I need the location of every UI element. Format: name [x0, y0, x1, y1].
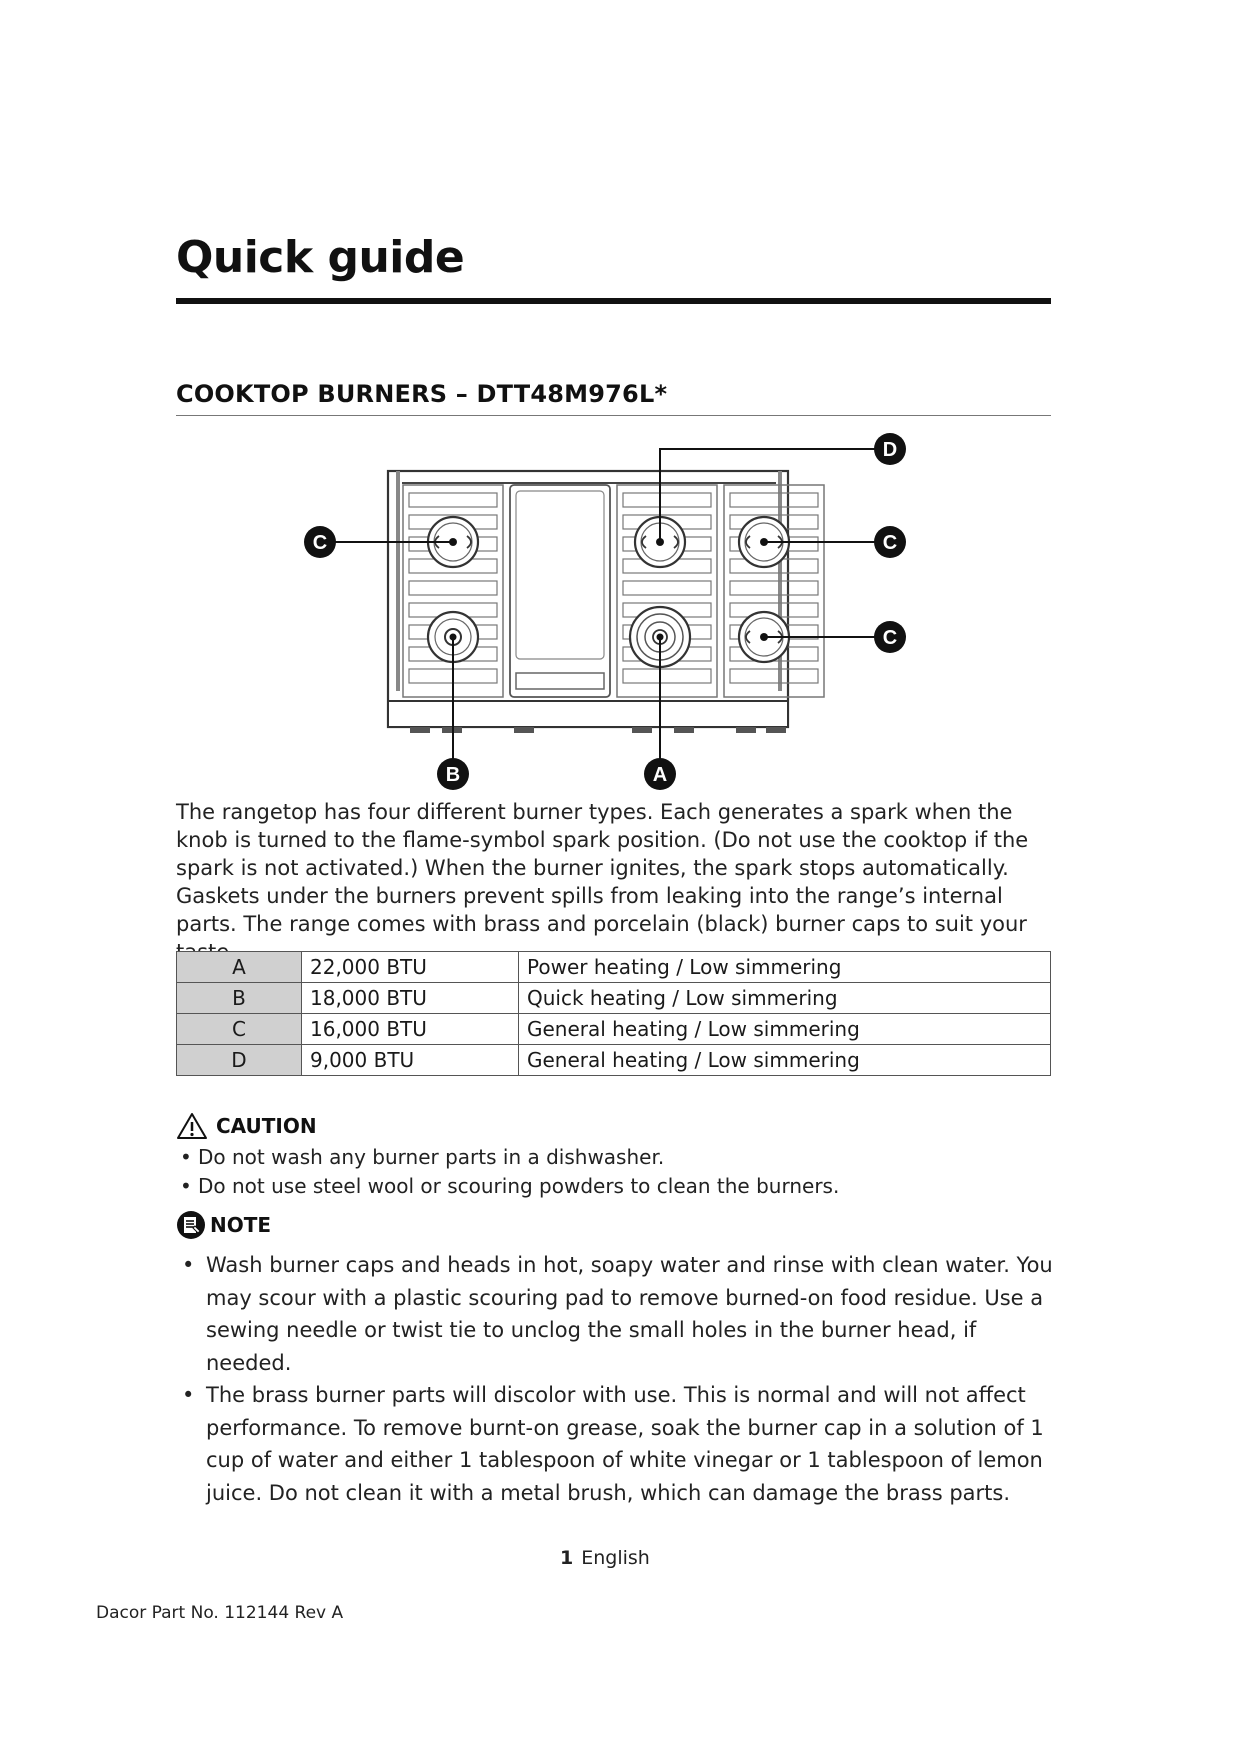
part-number: Dacor Part No. 112144 Rev A — [96, 1603, 344, 1623]
callout-c-right-bottom — [874, 621, 906, 653]
burner-btu: 16,000 BTU — [302, 1014, 519, 1045]
table-row — [177, 1045, 1051, 1076]
callout-c-right-top — [874, 526, 906, 558]
callout-b — [437, 758, 469, 790]
callout-a — [644, 758, 676, 790]
callout-c-right-top-label: C — [882, 532, 898, 554]
note-label: NOTE — [210, 1213, 272, 1237]
intro-paragraph: The rangetop has four different burner types. Each generates a spark when the knob is turned to the flame-symbol spark position. (Do not use the cooktop if the spark is not activated.) When the burner ignites, the spark stops automatically. Gaskets under the burners prevent spills from leaking into the range’s internal parts. The range comes with brass and porcelain (black) burner caps to suit your — [176, 800, 1029, 936]
burner-use: General heating / Low simmering — [519, 1014, 1051, 1045]
burner-letter: D — [177, 1045, 302, 1076]
burner-use: General heating / Low simmering — [519, 1045, 1051, 1076]
burner-use: Power heating / Low simmering — [519, 952, 1051, 983]
callout-a-label: A — [652, 764, 668, 786]
burner-table — [176, 951, 1051, 1076]
list-item: • The brass burner parts will discolor with use. This is normal and will not affect performance. To remove burnt-on grease, soak the burner cap in a solution of 1 cup of water and either 1 tablespoon of white vinegar or 1 tablespoon of lemon juice. Do not clean it with a metal brush, which can damage the brass parts. — [178, 1379, 1058, 1509]
list-item: • Do not use steel wool or scouring powders to clean the burners. — [176, 1172, 1056, 1201]
note-icon — [176, 1210, 206, 1240]
section-divider — [176, 415, 1051, 416]
note-heading — [176, 1210, 271, 1240]
page-footer — [560, 1547, 650, 1569]
table-row — [177, 952, 1051, 983]
burner-letter: C — [177, 1014, 302, 1045]
caution-label: CAUTION — [216, 1114, 317, 1138]
table-row — [177, 1014, 1051, 1045]
burner-btu: 18,000 BTU — [302, 983, 519, 1014]
note-list — [178, 1249, 1058, 1509]
caution-heading — [176, 1112, 317, 1140]
callout-d — [874, 433, 906, 465]
warning-icon — [176, 1112, 208, 1140]
burner-btu: 22,000 BTU — [302, 952, 519, 983]
burner-btu: 9,000 BTU — [302, 1045, 519, 1076]
caution-list — [176, 1143, 1056, 1201]
title-divider — [176, 298, 1051, 304]
callout-d-label: D — [882, 439, 898, 461]
section-heading: COOKTOP BURNERS – DTT48M976L* — [176, 380, 668, 408]
griddle — [510, 485, 610, 697]
table-row — [177, 983, 1051, 1014]
list-item: • Do not wash any burner parts in a dishwasher. — [176, 1143, 1056, 1172]
page-number: 1 — [560, 1547, 574, 1569]
page-language: English — [581, 1547, 650, 1569]
callout-c-right-bottom-label: C — [882, 627, 898, 649]
callout-c-left — [304, 526, 336, 558]
callout-b-label: B — [445, 764, 461, 786]
burner-letter: A — [177, 952, 302, 983]
callout-c-left-label: C — [312, 532, 328, 554]
burner-use: Quick heating / Low simmering — [519, 983, 1051, 1014]
cooktop-diagram — [176, 425, 1056, 795]
list-item: • Wash burner caps and heads in hot, soapy water and rinse with clean water. You may scour with a plastic scouring pad to remove burned-on food residue. Use a sewing needle or twist tie to unclog the small holes in the burner head, if needed. — [178, 1249, 1058, 1379]
page-title: Quick guide — [176, 232, 465, 283]
burner-letter: B — [177, 983, 302, 1014]
